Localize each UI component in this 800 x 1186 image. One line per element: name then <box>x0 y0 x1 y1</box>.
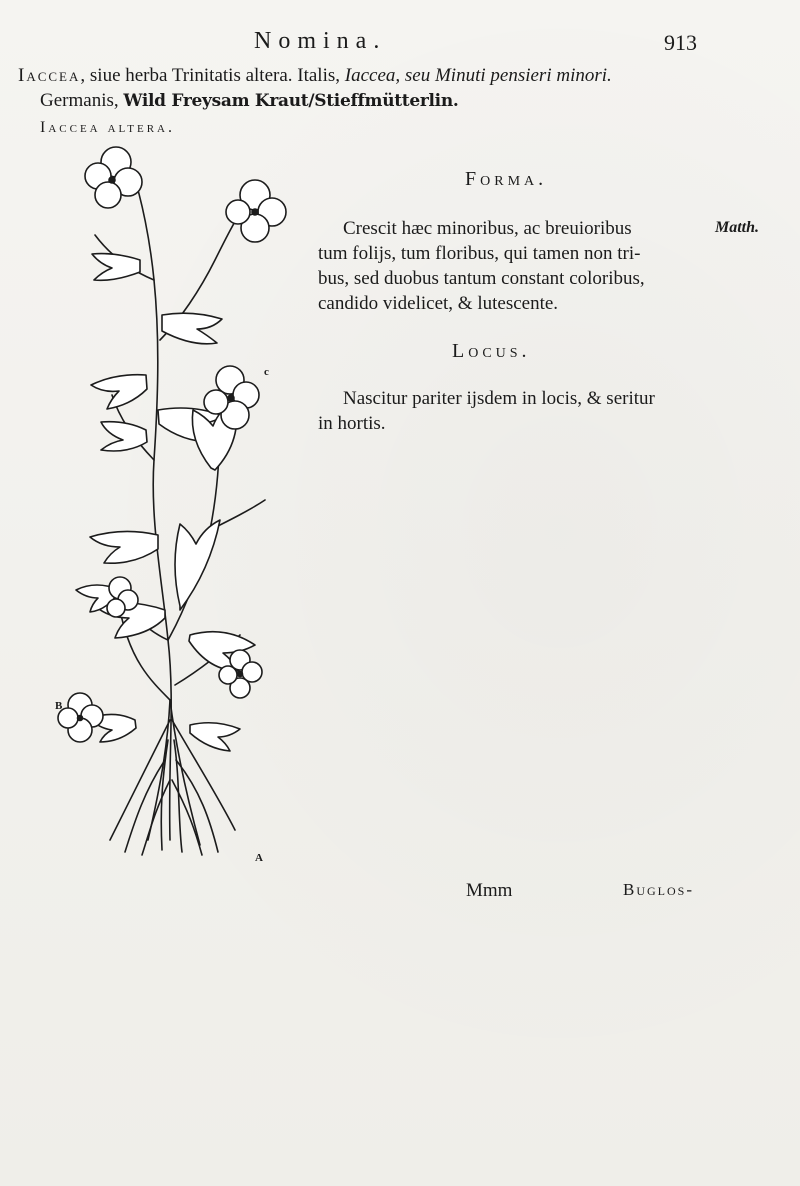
german-name: Wild Freysam Kraut/Stieffmütterlin. <box>123 91 459 111</box>
italian-name: Iaccea, seu Minuti pensieri minori. <box>344 65 612 86</box>
figure-label-c: c <box>264 366 269 378</box>
margin-note-matth: Matth. <box>715 219 760 236</box>
names-text-german-label: Germanis, <box>40 90 124 111</box>
locus-text-cont <box>318 411 386 436</box>
forma-heading: Forma. <box>465 168 548 190</box>
forma-line: candido videlicet, & lutescente. <box>318 293 559 314</box>
forma-line: Crescit hæc minoribus, ac breuioribus <box>343 218 632 239</box>
page-header <box>0 28 800 58</box>
catchword: Buglos- <box>623 880 695 899</box>
forma-text-cont <box>318 241 645 316</box>
pansy-woodcut-illustration <box>50 140 310 860</box>
names-text: , siue herba Trinitatis altera. Italis, <box>80 65 345 86</box>
locus-line: Nascitur pariter ijsdem in locis, & seritur <box>343 388 655 409</box>
plant-name: Iaccea <box>18 65 81 86</box>
forma-line: bus, sed duobus tantum constant coloribus, <box>318 268 645 289</box>
running-head: Nomina. <box>254 28 387 54</box>
forma-line: tum folijs, tum floribus, qui tamen non tri- <box>318 243 641 264</box>
figure-label-a: A <box>255 852 263 864</box>
forma-text <box>343 216 632 241</box>
locus-heading: Locus. <box>452 340 531 362</box>
signature-mark: Mmm <box>466 880 513 901</box>
names-line-2 <box>40 89 459 113</box>
names-line-1 <box>18 64 612 88</box>
figure-label-b: B <box>55 700 63 712</box>
locus-text <box>343 386 655 411</box>
folio-number: 913 <box>664 30 697 55</box>
locus-line: in hortis. <box>318 413 386 434</box>
figure-caption: Iaccea altera. <box>40 119 175 136</box>
